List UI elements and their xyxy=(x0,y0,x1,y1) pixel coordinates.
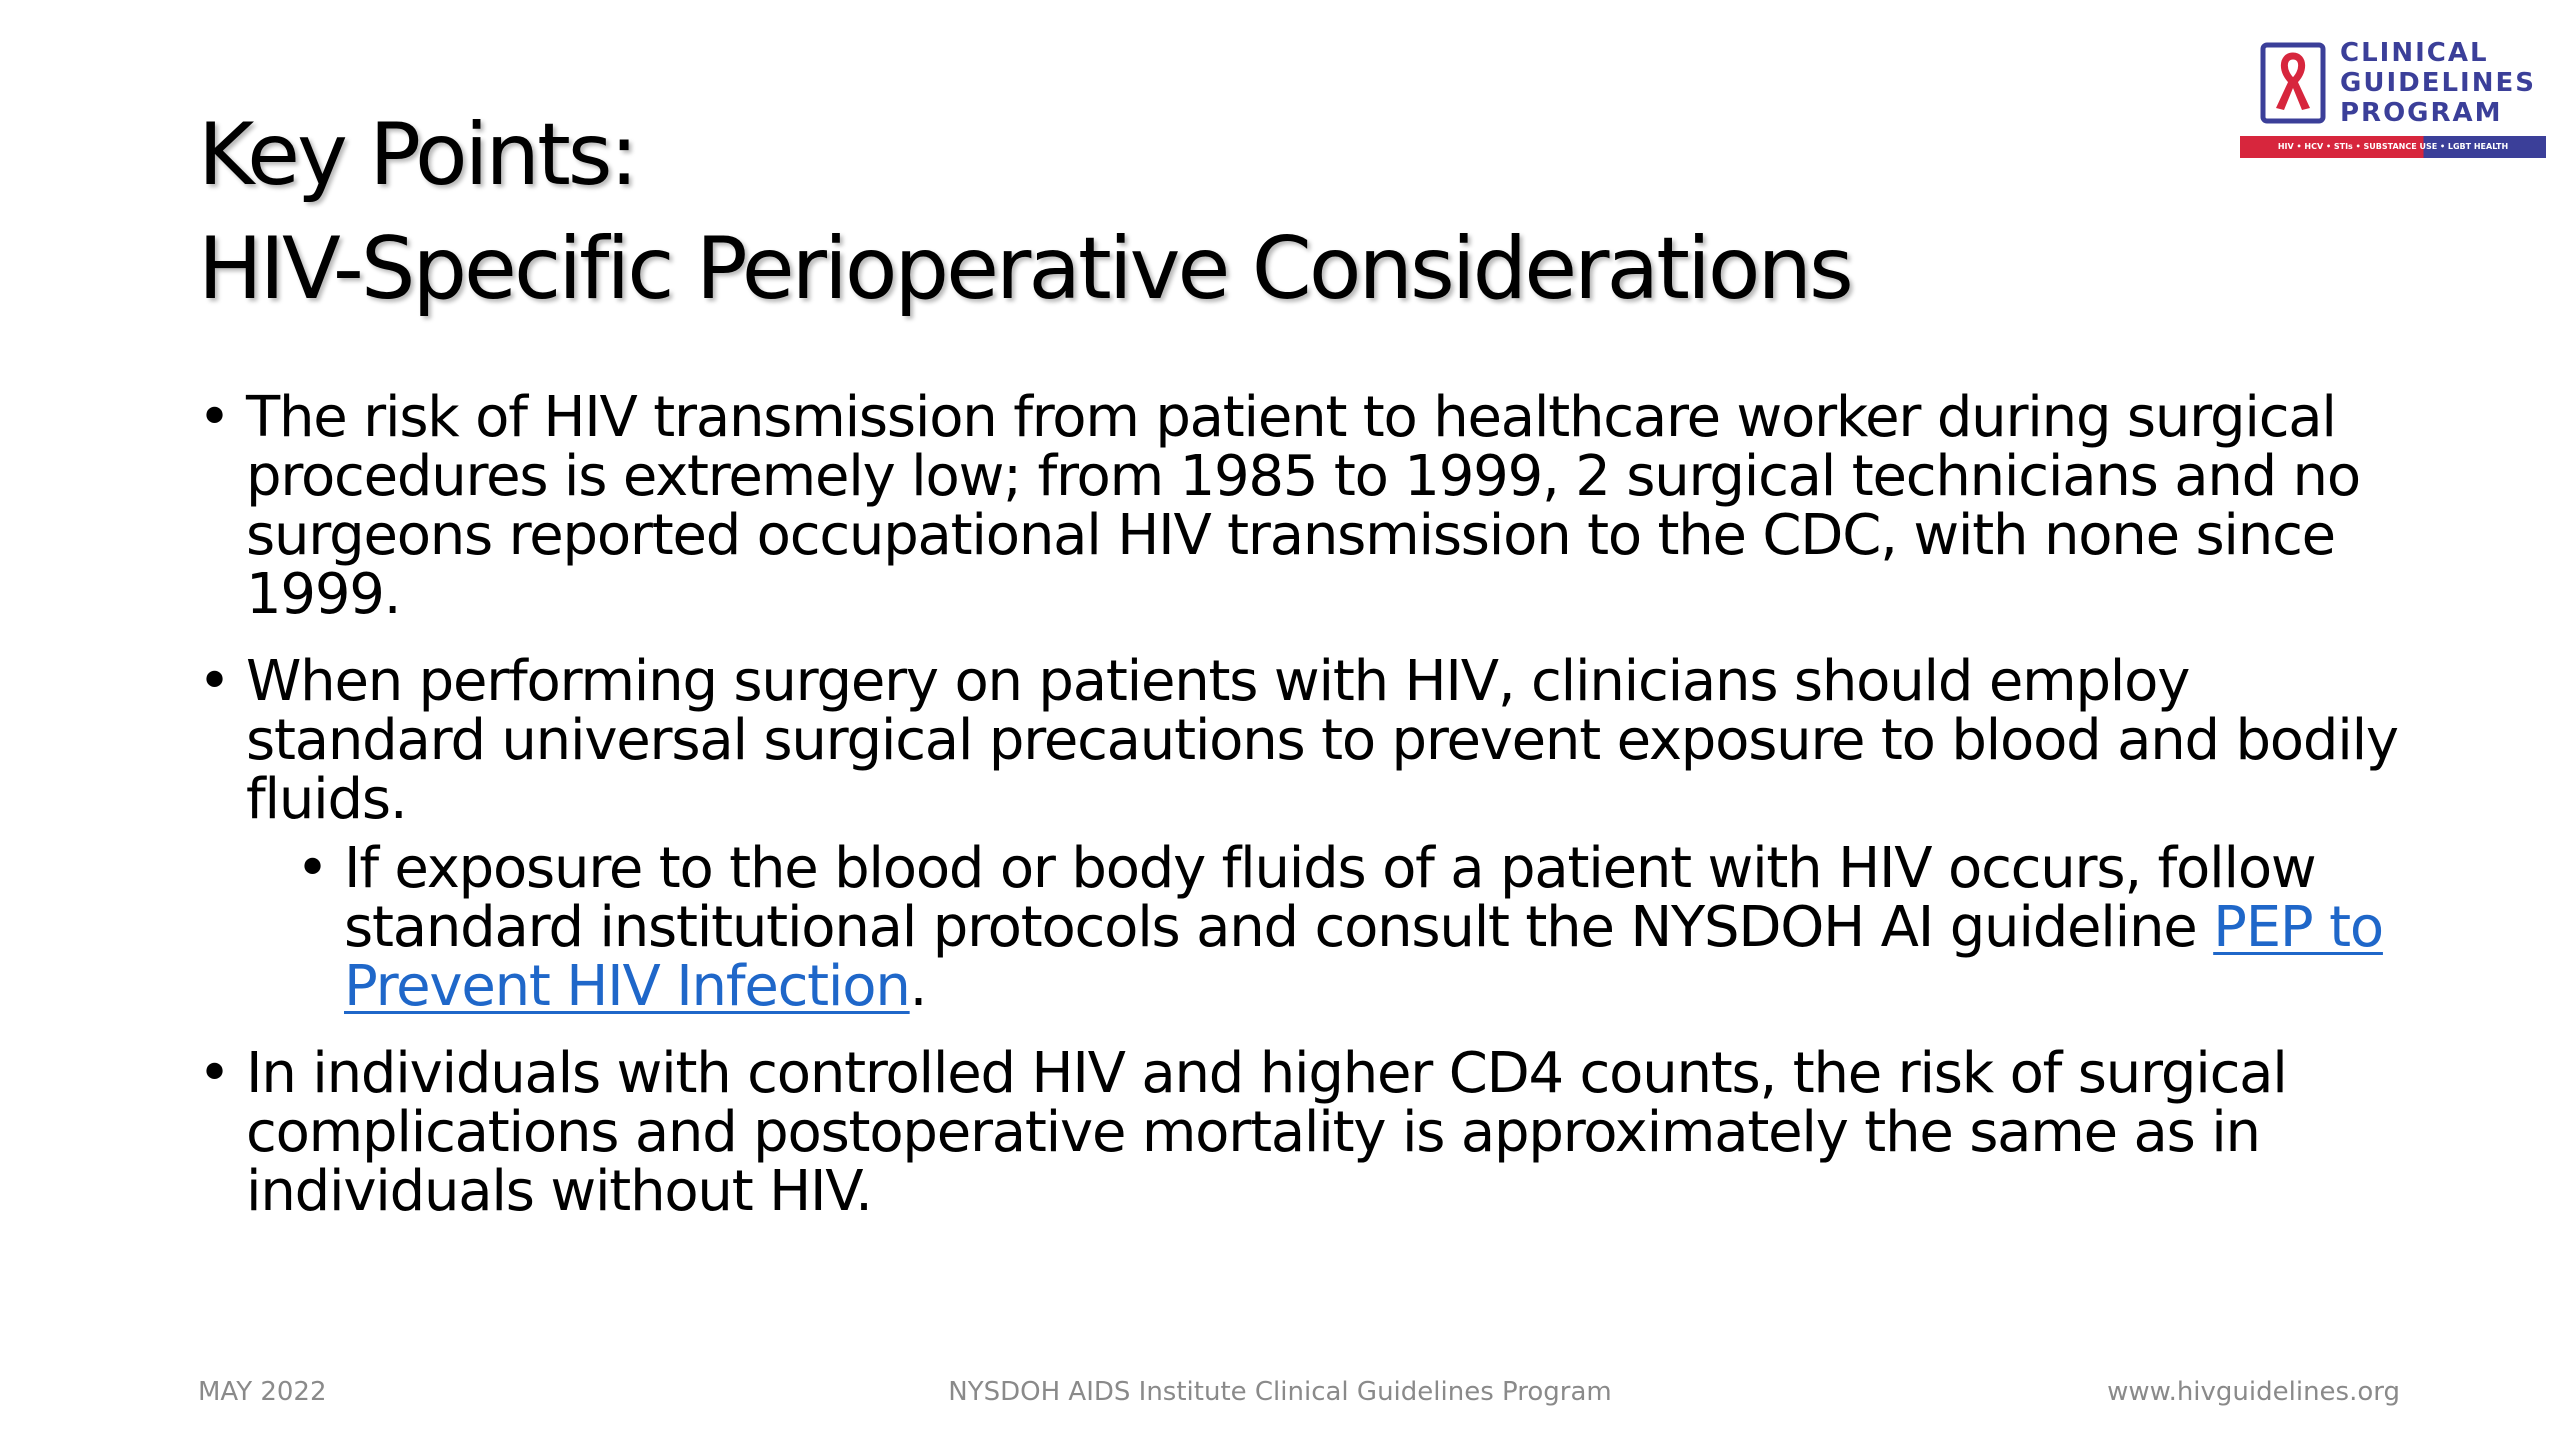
sub-bullet-text-end: . xyxy=(909,954,927,1019)
logo-line-3: PROGRAM xyxy=(2340,98,2503,128)
bullet-item-1 xyxy=(198,385,2418,627)
logo-line-2: GUIDELINES xyxy=(2340,68,2536,98)
slide-title xyxy=(198,98,2248,326)
pep-guideline-link[interactable]: PEP to Prevent HIV Infection xyxy=(344,895,2383,1019)
sub-bullet-text: If exposure to the blood or body fluids of a patient with HIV occurs, follow standard institutional protocols and consult the NYSDOH AI guideline xyxy=(344,836,2316,960)
slide-title-line-1: Key Points: xyxy=(198,105,636,205)
footer-website: www.hivguidelines.org xyxy=(2107,1377,2400,1407)
logo-wordmark xyxy=(2340,38,2536,128)
bullet-item-2 xyxy=(198,649,2418,1019)
bullet-text-1: The risk of HIV transmission from patient to healthcare worker during surgical procedures is extremely low; from 1985 to 1999, 2 surgical technicians and no surgeons reported occupational HIV transmission to the CDC, with none since 1999. xyxy=(246,385,2360,627)
logo-line-1: CLINICAL xyxy=(2340,38,2489,68)
bullet-item-3 xyxy=(198,1041,2418,1224)
clinical-guidelines-program-logo xyxy=(2240,38,2550,162)
red-ribbon-icon xyxy=(2260,42,2326,124)
bullet-text-3: In individuals with controlled HIV and higher CD4 counts, the risk of surgical complications and postoperative mortality is approximately the same as in individuals without HIV. xyxy=(246,1041,2287,1224)
logo-tagline-bar: HIV • HCV • STIs • SUBSTANCE USE • LGBT HEALTH xyxy=(2240,136,2546,158)
bullet-list xyxy=(198,385,2418,1249)
bullet-text-2: When performing surgery on patients with HIV, clinicians should employ standard universal surgical precautions to prevent exposure to blood and bodily fluids. xyxy=(246,649,2398,832)
sub-bullet-item xyxy=(296,836,2418,1019)
slide-title-line-2: HIV-Specific Perioperative Considerations xyxy=(198,219,1851,319)
footer-program-name: NYSDOH AIDS Institute Clinical Guidelines Program xyxy=(948,1377,1612,1407)
footer-date: MAY 2022 xyxy=(198,1377,327,1407)
